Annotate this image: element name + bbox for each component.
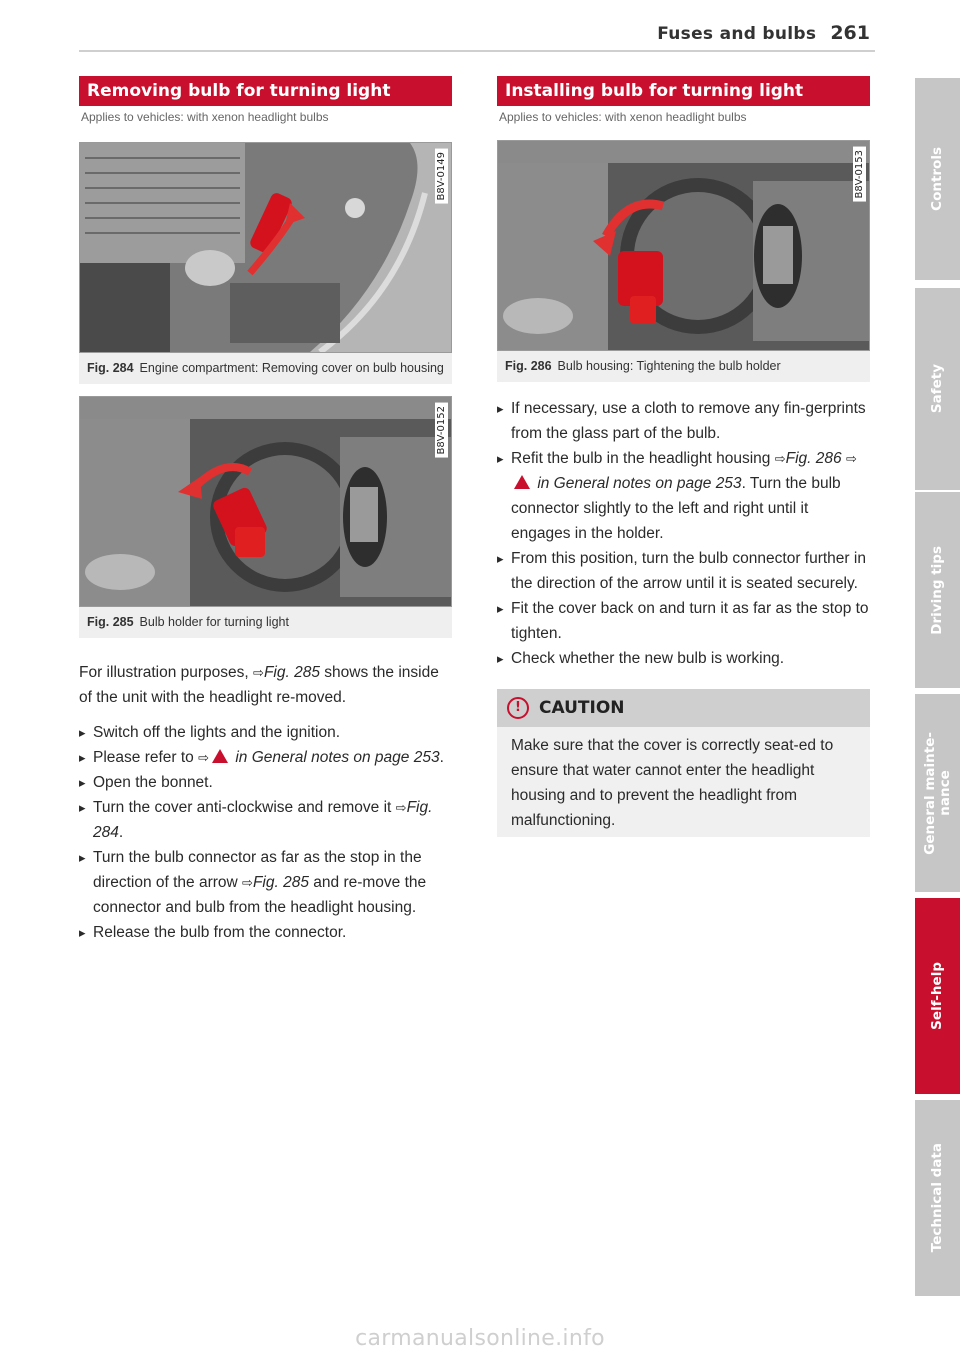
- running-head: [657, 22, 870, 44]
- tab-driving-tips[interactable]: Driving tips: [915, 492, 960, 688]
- figure-caption-text: Bulb housing: Tightening the bulb holder: [557, 359, 781, 373]
- list-item: ▸ Turn the bulb connector as far as the stop in the direction of the arrow ⇨Fig. 285 and re-move the connector and bulb from the headlight housing.: [79, 845, 452, 920]
- caution-text: Make sure that the cover is correctly seat-ed to ensure that water cannot enter the headlight housing and to prevent the headlight from malfunctioning.: [511, 737, 834, 829]
- page-reference-link[interactable]: in General notes on page 253: [235, 749, 440, 766]
- engine-compartment-illustration: [80, 143, 451, 352]
- figure-label: Fig. 285: [87, 615, 134, 629]
- engine-compartment-photo: [79, 142, 452, 353]
- bulb-holder-illustration: [80, 397, 451, 606]
- tab-self-help[interactable]: Self-help: [915, 898, 960, 1094]
- figure-284: [79, 142, 452, 384]
- figure-caption: [79, 353, 452, 384]
- watermark: carmanualsonline.info: [355, 1325, 605, 1351]
- header-rule: [79, 50, 875, 52]
- tab-technical-data[interactable]: Technical data: [915, 1100, 960, 1296]
- list-item: ▸ Open the bonnet.: [79, 770, 452, 795]
- warning-triangle-icon: [514, 475, 530, 489]
- figure-code: B8V-0149: [435, 149, 448, 204]
- installation-steps: [497, 396, 870, 671]
- left-column: [79, 76, 452, 945]
- figure-286: [497, 140, 870, 382]
- bulb-housing-photo: [497, 140, 870, 351]
- chapter-title: Fuses and bulbs: [657, 24, 817, 44]
- bulb-housing-illustration: [498, 141, 869, 350]
- caution-box: [497, 689, 870, 837]
- figure-caption: [497, 351, 870, 382]
- page-number: 261: [830, 22, 870, 44]
- section-title-installing: Installing bulb for turning light: [497, 76, 870, 106]
- figure-label: Fig. 284: [87, 361, 134, 375]
- tab-controls[interactable]: Controls: [915, 78, 960, 280]
- list-item: ▸ Release the bulb from the connector.: [79, 920, 452, 945]
- figure-reference-link[interactable]: Fig. 286: [785, 450, 842, 467]
- figure-caption-text: Engine compartment: Removing cover on bulb housing: [139, 361, 444, 375]
- list-item: ▸ If necessary, use a cloth to remove any fin-gerprints from the glass part of the bulb.: [497, 396, 870, 446]
- list-item: ▸ Refit the bulb in the headlight housing ⇨Fig. 286 ⇨ in General notes on page 253. Turn the bulb connector slightly to the left and right until it engages in the holder.: [497, 446, 870, 546]
- page-reference-link[interactable]: in General notes on page 253: [537, 475, 742, 492]
- warning-triangle-icon: [212, 749, 228, 763]
- bulb-holder-photo: [79, 396, 452, 607]
- caution-icon: !: [507, 697, 529, 719]
- figure-reference-link[interactable]: Fig. 285: [263, 664, 320, 681]
- figure-caption-text: Bulb holder for turning light: [139, 615, 289, 629]
- intro-paragraph: For illustration purposes, ⇨Fig. 285 shows the inside of the unit with the headlight re-moved.: [79, 664, 439, 706]
- tab-general-maintenance[interactable]: General mainte- nance: [915, 694, 960, 892]
- right-column: [497, 76, 870, 837]
- list-item: ▸ From this position, turn the bulb connector further in the direction of the arrow until it is seated securely.: [497, 546, 870, 596]
- applies-note: Applies to vehicles: with xenon headlight bulbs: [81, 110, 329, 124]
- figure-reference-link[interactable]: Fig. 284: [93, 799, 433, 841]
- figure-reference-link[interactable]: Fig. 285: [252, 874, 309, 891]
- caution-title: CAUTION: [539, 698, 625, 718]
- figure-label: Fig. 286: [505, 359, 552, 373]
- list-item: ▸ Check whether the new bulb is working.: [497, 646, 870, 671]
- tab-safety[interactable]: Safety: [915, 288, 960, 490]
- applies-note: Applies to vehicles: with xenon headlight bulbs: [499, 110, 747, 124]
- figure-code: B8V-0152: [435, 403, 448, 458]
- figure-code: B8V-0153: [853, 147, 866, 202]
- caution-header: [497, 689, 870, 727]
- removal-steps: [79, 720, 452, 945]
- list-item: ▸ Please refer to ⇨ in General notes on page 253.: [79, 745, 452, 770]
- list-item: ▸ Turn the cover anti-clockwise and remove it ⇨Fig. 284.: [79, 795, 452, 845]
- figure-caption: [79, 607, 452, 638]
- list-item: ▸ Fit the cover back on and turn it as far as the stop to tighten.: [497, 596, 870, 646]
- section-title-removing: Removing bulb for turning light: [79, 76, 452, 106]
- list-item: ▸ Switch off the lights and the ignition.: [79, 720, 452, 745]
- figure-285: [79, 396, 452, 638]
